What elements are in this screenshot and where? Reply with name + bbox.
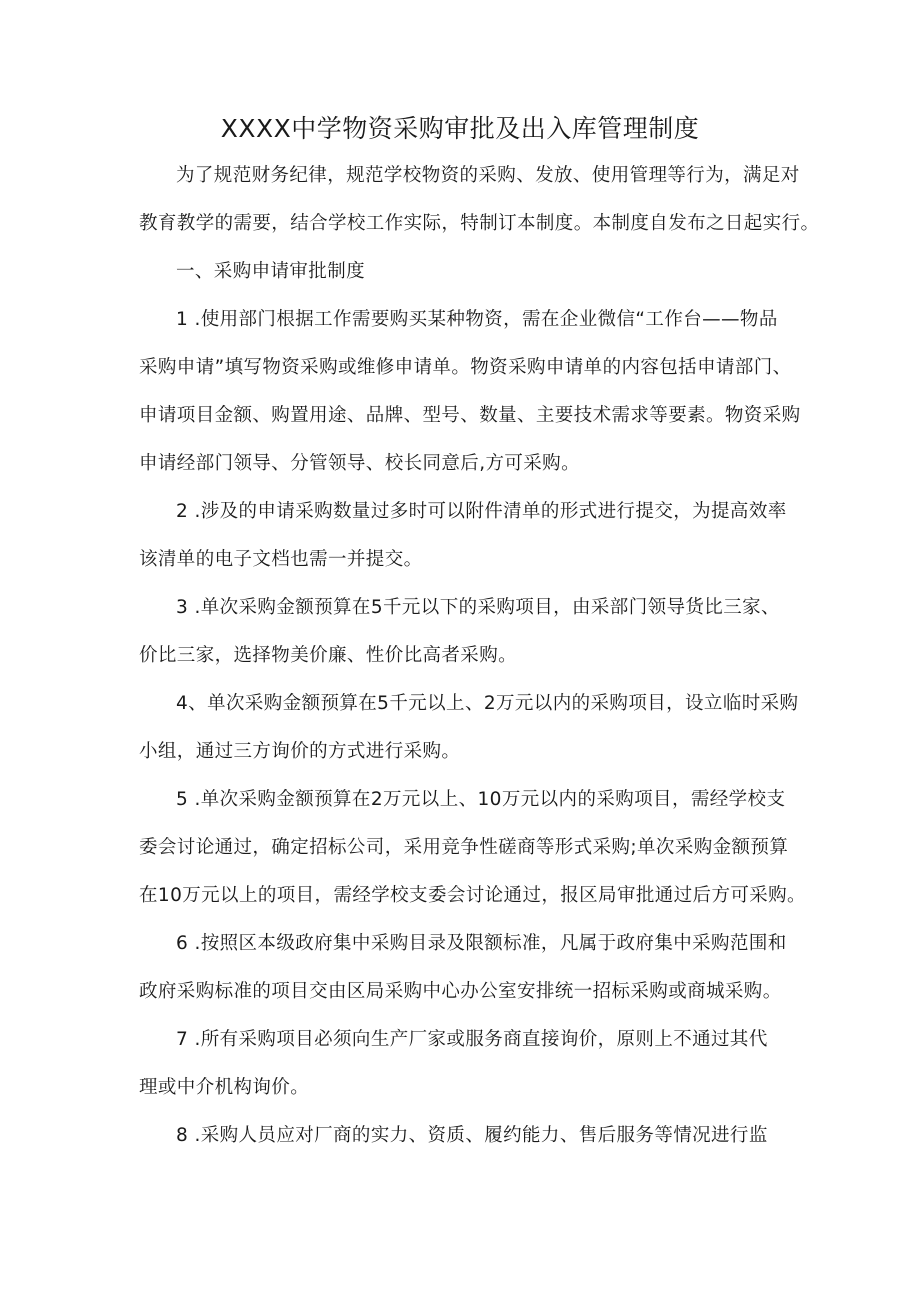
- text-line: 1 .使用部门根据工作需要购买某种物资，需在企业微信“工作台——物品: [176, 309, 778, 330]
- text-line: 小组，通过三方询价的方式进行采购。: [139, 741, 461, 762]
- list-item: [139, 1112, 789, 1160]
- list-item: [139, 584, 789, 680]
- text-line: 价比三家，选择物美价廉、性价比高者采购。: [139, 645, 518, 666]
- text-line: 教育教学的需要，结合学校工作实际，特制订本制度。本制度自发布之日起实行。: [139, 213, 820, 234]
- list-item: [139, 488, 789, 584]
- text-line: 3 .单次采购金额预算在5千元以下的采购项目，由采部门领导货比三家、: [176, 597, 780, 618]
- text-line: 采购申请”填写物资采购或维修申请单。物资采购申请单的内容包括申请部门、: [139, 357, 792, 378]
- section-heading: 一、采购申请审批制度: [176, 261, 366, 282]
- text-line: 2 .涉及的申请采购数量过多时可以附件清单的形式进行提交，为提高效率: [176, 501, 787, 522]
- list-item: [139, 680, 799, 776]
- text-line: 7 .所有采购项目必须向生产厂家或服务商直接询价，原则上不通过其代: [176, 1029, 768, 1050]
- text-line: 申请项目金额、购置用途、品牌、型号、数量、主要技术需求等要素。物资采购: [139, 405, 801, 426]
- text-line: 委会讨论通过，确定招标公司，采用竞争性磋商等形式采购;单次采购金额预算: [139, 837, 789, 858]
- text-line: 理或中介机构询价。: [139, 1077, 310, 1098]
- list-item: [139, 1016, 789, 1112]
- text-line: 该清单的电子文档也需一并提交。: [139, 549, 423, 570]
- text-line: 8 .采购人员应对厂商的实力、资质、履约能力、售后服务等情况进行监: [176, 1125, 768, 1146]
- text-line: 5 .单次采购金额预算在2万元以上、10万元以内的采购项目，需经学校支: [176, 789, 786, 810]
- document-body: [139, 152, 820, 1160]
- text-line: 申请经部门领导、分管领导、校长同意后,方可采购。: [139, 453, 580, 474]
- text-line: 为了规范财务纪律，规范学校物资的采购、发放、使用管理等行为，满足对: [176, 165, 800, 186]
- list-item: [139, 920, 789, 1016]
- text-line: 4、单次采购金额预算在5千元以上、2万元以内的采购项目，设立临时采购: [176, 693, 799, 714]
- document-title: XXXX中学物资采购审批及出入库管理制度: [220, 114, 700, 143]
- text-line: 在10万元以上的项目，需经学校支委会讨论通过，报区局审批通过后方可采购。: [139, 885, 806, 906]
- list-item: [139, 776, 806, 920]
- text-line: 6 .按照区本级政府集中采购目录及限额标准，凡属于政府集中采购范围和: [176, 933, 787, 954]
- intro-paragraph: [139, 152, 820, 248]
- list-item: [139, 296, 801, 488]
- text-line: 政府采购标准的项目交由区局采购中心办公室安排统一招标采购或商城采购。: [139, 981, 782, 1002]
